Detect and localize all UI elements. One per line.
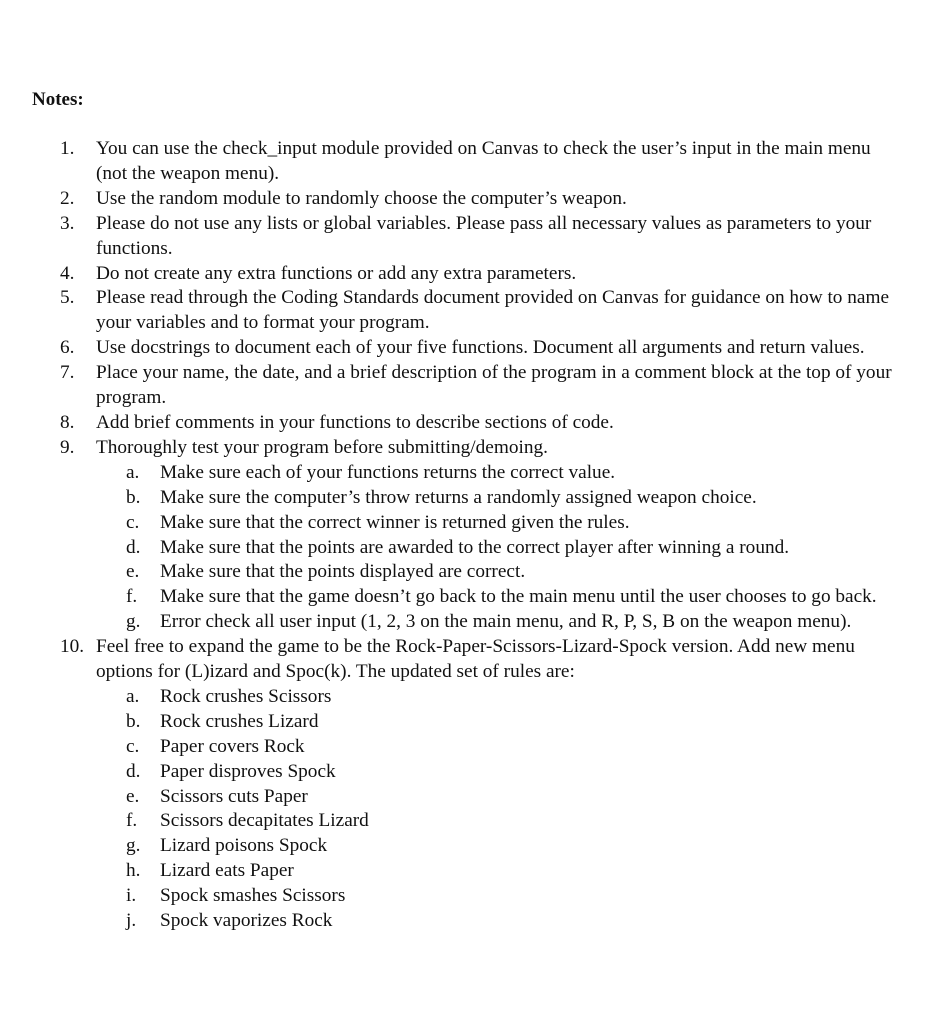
sub-item-text: Paper disproves Spock bbox=[160, 760, 336, 782]
sub-item-text: Spock smashes Scissors bbox=[160, 885, 346, 907]
notes-heading: Notes: bbox=[32, 89, 84, 110]
rules-sublist bbox=[126, 685, 900, 934]
sub-item-letter: c. bbox=[126, 735, 140, 757]
list-item bbox=[60, 411, 900, 436]
list-item bbox=[60, 137, 900, 187]
item-text: Feel free to expand the game to be the Rock-Paper-Scissors-Lizard-Spock version. Add new menu options for (L)izard and Spoc(k). The updated set of rules are: bbox=[96, 636, 855, 683]
sub-item-letter: f. bbox=[126, 810, 138, 832]
item-number: 6. bbox=[60, 337, 75, 359]
item-number: 5. bbox=[60, 287, 75, 309]
sub-item-letter: d. bbox=[126, 760, 141, 782]
sub-item-text: Make sure the computer’s throw returns a randomly assigned weapon choice. bbox=[160, 486, 757, 508]
item-number: 8. bbox=[60, 411, 75, 433]
sub-item-text: Spock vaporizes Rock bbox=[160, 910, 333, 932]
item-text: Use the random module to randomly choose the computer’s weapon. bbox=[96, 187, 627, 209]
sub-item-text: Rock crushes Scissors bbox=[160, 685, 332, 707]
list-item bbox=[60, 262, 900, 287]
sub-item-letter: g. bbox=[126, 835, 141, 857]
sub-item-text: Error check all user input (1, 2, 3 on the main menu, and R, P, S, B on the weapon menu). bbox=[160, 611, 852, 633]
list-item bbox=[60, 187, 900, 212]
sub-item-letter: i. bbox=[126, 885, 137, 907]
sub-item-letter: c. bbox=[126, 511, 140, 533]
item-text: Add brief comments in your functions to describe sections of code. bbox=[96, 411, 614, 433]
item-text: Place your name, the date, and a brief description of the program in a comment block at the top of your program. bbox=[96, 362, 892, 409]
list-item bbox=[60, 286, 900, 336]
sub-item-text: Lizard eats Paper bbox=[160, 860, 294, 882]
sub-list-item bbox=[126, 735, 900, 760]
sub-list-item bbox=[126, 710, 900, 735]
sub-item-letter: b. bbox=[126, 486, 141, 508]
sub-list-item bbox=[126, 486, 900, 511]
sub-list-item bbox=[126, 685, 900, 710]
sub-item-text: Paper covers Rock bbox=[160, 735, 305, 757]
sub-list-item bbox=[126, 585, 900, 610]
sub-list-item bbox=[126, 809, 900, 834]
sub-item-letter: f. bbox=[126, 586, 138, 608]
item-number: 4. bbox=[60, 262, 75, 284]
item-number: 2. bbox=[60, 187, 75, 209]
sub-item-text: Make sure that the correct winner is returned given the rules. bbox=[160, 511, 630, 533]
sub-list-item bbox=[126, 785, 900, 810]
notes-list bbox=[60, 137, 900, 934]
sub-item-letter: a. bbox=[126, 461, 140, 483]
list-item bbox=[60, 635, 900, 685]
item-number: 1. bbox=[60, 138, 75, 159]
item-text: Thoroughly test your program before submitting/demoing. bbox=[96, 436, 548, 458]
item-text: You can use the check_input module provided on Canvas to check the user’s input in the main menu (not the weapon menu). bbox=[96, 138, 871, 184]
sub-item-text: Make sure that the points are awarded to the correct player after winning a round. bbox=[160, 536, 790, 558]
item-number: 10. bbox=[60, 636, 85, 658]
sub-item-letter: a. bbox=[126, 685, 140, 707]
sub-item-text: Scissors cuts Paper bbox=[160, 785, 308, 807]
sub-list-item bbox=[126, 610, 900, 635]
sub-item-text: Make sure that the points displayed are correct. bbox=[160, 561, 526, 583]
item-text: Do not create any extra functions or add any extra parameters. bbox=[96, 262, 577, 284]
sub-list-item bbox=[126, 560, 900, 585]
sub-item-text: Lizard poisons Spock bbox=[160, 835, 328, 857]
sub-item-letter: b. bbox=[126, 710, 141, 732]
sub-list-item bbox=[126, 909, 900, 934]
sub-item-text: Make sure each of your functions returns the correct value. bbox=[160, 461, 616, 483]
sub-list-item bbox=[126, 536, 900, 561]
item-number: 7. bbox=[60, 362, 75, 384]
testing-sublist bbox=[126, 461, 900, 635]
item-text: Please do not use any lists or global variables. Please pass all necessary values as parameters to your functions. bbox=[96, 212, 872, 259]
item-number: 3. bbox=[60, 212, 75, 234]
item-text: Use docstrings to document each of your five functions. Document all arguments and return values. bbox=[96, 337, 865, 359]
list-item bbox=[60, 212, 900, 262]
item-number: 9. bbox=[60, 436, 75, 458]
sub-item-letter: h. bbox=[126, 860, 141, 882]
sub-item-text: Scissors decapitates Lizard bbox=[160, 810, 369, 832]
sub-list-item bbox=[126, 859, 900, 884]
list-item bbox=[60, 436, 900, 461]
sub-item-letter: j. bbox=[126, 910, 137, 932]
sub-item-text: Rock crushes Lizard bbox=[160, 710, 319, 732]
sub-list-item bbox=[126, 760, 900, 785]
sub-list-item bbox=[126, 834, 900, 859]
sub-item-letter: d. bbox=[126, 536, 141, 558]
sub-item-letter: g. bbox=[126, 611, 141, 633]
sub-item-letter: e. bbox=[126, 785, 140, 807]
sub-item-text: Make sure that the game doesn’t go back to the main menu until the user chooses to go back. bbox=[160, 586, 877, 608]
list-item bbox=[60, 361, 900, 411]
sub-list-item bbox=[126, 511, 900, 536]
sub-list-item bbox=[126, 461, 900, 486]
item-text: Please read through the Coding Standards document provided on Canvas for guidance on how to name your variables and to format your program. bbox=[96, 287, 890, 334]
sub-list-item bbox=[126, 884, 900, 909]
list-item bbox=[60, 336, 900, 361]
sub-item-letter: e. bbox=[126, 561, 140, 583]
